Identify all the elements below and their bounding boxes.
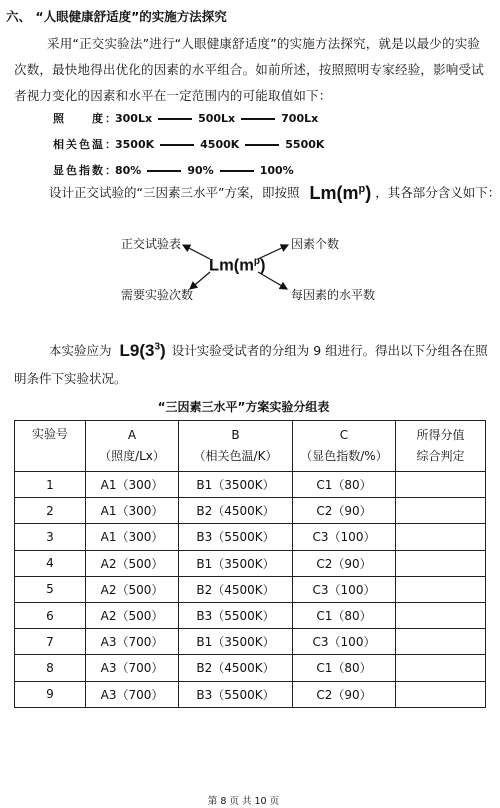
table-cell: A2（500） (86, 550, 179, 576)
table-cell (396, 576, 486, 602)
apply-sentence-line2: 明条件下实验状况。 (14, 371, 127, 386)
experiment-group-table (14, 420, 486, 708)
table-cell: B2（4500K） (179, 576, 293, 602)
header-line2: 综合判定 (416, 449, 465, 463)
table-row (15, 602, 486, 628)
design-text-before: 设计正交试验的“三因素三水平”方案，即按照 (49, 185, 300, 200)
table-cell: 4 (15, 550, 86, 576)
table-row (15, 498, 486, 524)
table-cell: B2（4500K） (179, 498, 293, 524)
table-header-cell (15, 421, 86, 472)
table-cell: C3（100） (293, 576, 396, 602)
table-row (15, 681, 486, 707)
diagram-label-top-right: 因素个数 (291, 237, 340, 251)
table-cell: A3（700） (86, 681, 179, 707)
header-line1: A (127, 428, 137, 442)
section-heading: 六、 “人眼健康舒适度”的实施方法探究 (6, 9, 227, 24)
table-cell: A3（700） (86, 629, 179, 655)
header-line2: （相关色温/K） (193, 449, 278, 463)
table-cell: B3（5500K） (179, 681, 293, 707)
factor-level-value: 700Lx (281, 112, 319, 125)
intro-paragraph: 采用“正交实验法”进行“人眼健康舒适度”的实施方法探究，就是以最少的实验次数，最快地得出优化的因素的水平组合。如前所述，按照照明专家经验，影响受试者视力变化的因素和水平在一定范围内的可能取值如下： (14, 36, 484, 103)
table-cell: C1（80） (293, 472, 396, 498)
table-row (15, 576, 486, 602)
table-row (15, 655, 486, 681)
factor-level-value: 80% (115, 164, 142, 177)
table-cell (396, 498, 486, 524)
table-cell: A1（300） (86, 472, 179, 498)
header-line1: C (339, 428, 349, 442)
level-separator (245, 144, 279, 146)
factor-level-value: 300Lx (115, 112, 153, 125)
factor-label: 照 度： (53, 112, 118, 125)
level-separator (160, 144, 194, 146)
table-row (15, 629, 486, 655)
table-cell: A2（500） (86, 602, 179, 628)
table-cell: 2 (15, 498, 86, 524)
table-cell: 7 (15, 629, 86, 655)
level-separator (158, 118, 192, 120)
design-text-after: ，其各部分含义如下： (375, 185, 500, 200)
table-row (15, 524, 486, 550)
factor-level-value: 4500K (200, 138, 240, 151)
factor-level-value: 5500K (285, 138, 325, 151)
diagram-label-bottom-left: 需要实验次数 (121, 288, 194, 302)
table-header-cell (86, 421, 179, 472)
header-line1: 实验号 (31, 427, 68, 441)
table-header-cell (293, 421, 396, 472)
table-cell: C2（90） (293, 498, 396, 524)
factor-line (53, 136, 324, 152)
factor-line (53, 162, 294, 178)
table-cell (396, 629, 486, 655)
diagram-center-formula: $Lm(m^p)$ (209, 256, 266, 275)
factor-label: 显色指数： (53, 164, 118, 177)
table-cell: 8 (15, 655, 86, 681)
table-cell: C1（80） (293, 655, 396, 681)
design-sentence (49, 183, 500, 204)
level-separator (241, 118, 275, 120)
factor-level-value: 500Lx (198, 112, 236, 125)
formula-l9: $L9(3^3)$ (119, 341, 166, 360)
factor-line (53, 110, 318, 126)
table-header-cell (179, 421, 293, 472)
table-cell (396, 550, 486, 576)
header-line2: （照度/Lx） (99, 449, 165, 463)
table-cell: B1（3500K） (179, 472, 293, 498)
header-line2: （显色指数/%） (300, 449, 388, 463)
diagram-label-bottom-right: 每因素的水平数 (291, 288, 376, 302)
table-cell: C1（80） (293, 602, 396, 628)
table-cell: 3 (15, 524, 86, 550)
factor-label: 相关色温： (53, 138, 118, 151)
table-cell (396, 681, 486, 707)
apply-text-after: 设计实验受试者的分组为 9 组进行。得出以下分组各在照 (171, 343, 488, 358)
page-footer: 第 8 页 共 10 页 (207, 796, 280, 807)
table-cell: B3（5500K） (179, 602, 293, 628)
table-cell: A2（500） (86, 576, 179, 602)
table-row (15, 472, 486, 498)
table-cell: 1 (15, 472, 86, 498)
apply-sentence (49, 341, 488, 361)
apply-text-before: 本实验应为 (49, 343, 112, 358)
table-cell: 6 (15, 602, 86, 628)
table-cell: B1（3500K） (179, 629, 293, 655)
factor-level-value: 3500K (115, 138, 155, 151)
table-cell: 9 (15, 681, 86, 707)
header-line1: B (231, 428, 240, 442)
diagram-label-top-left: 正交试验表 (121, 237, 182, 251)
table-cell (396, 602, 486, 628)
table-cell: A1（300） (86, 498, 179, 524)
table-cell (396, 472, 486, 498)
table-row (15, 550, 486, 576)
table-cell (396, 655, 486, 681)
table-cell: B2（4500K） (179, 655, 293, 681)
table-title: “三因素三水平”方案实验分组表 (157, 400, 330, 414)
table-header-row (15, 421, 486, 472)
level-separator (220, 170, 254, 172)
formula-lm-inline: $Lm(m^p)$ (309, 183, 372, 203)
table-cell: A3（700） (86, 655, 179, 681)
table-header-cell (396, 421, 486, 472)
table-cell: C2（90） (293, 681, 396, 707)
header-line1: 所得分值 (416, 428, 465, 442)
table-cell: C3（100） (293, 629, 396, 655)
table-cell: A1（300） (86, 524, 179, 550)
table-cell: C2（90） (293, 550, 396, 576)
factor-level-value: 100% (259, 164, 294, 177)
table-cell: 5 (15, 576, 86, 602)
level-separator (147, 170, 181, 172)
arrow-top-left (183, 245, 210, 259)
table-cell: C3（100） (293, 524, 396, 550)
factor-level-value: 90% (187, 164, 214, 177)
table-cell: B1（3500K） (179, 550, 293, 576)
table-cell (396, 524, 486, 550)
table-cell: B3（5500K） (179, 524, 293, 550)
